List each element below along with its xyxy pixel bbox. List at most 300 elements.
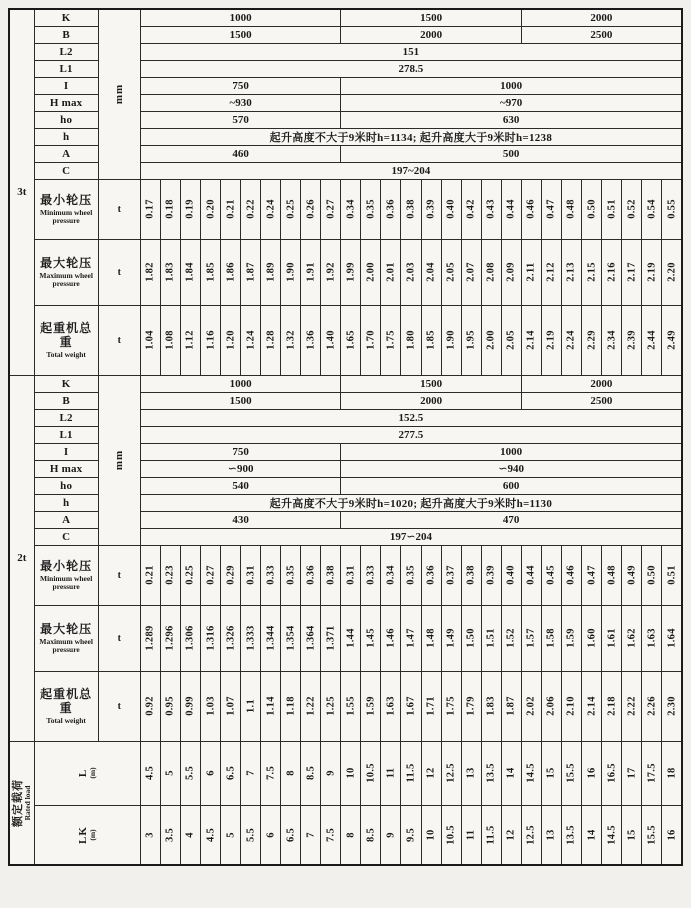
- footer-value-cell: [401, 805, 421, 865]
- pressure-value-cell-text: 1.59: [565, 628, 577, 648]
- pressure-value-cell: [541, 179, 561, 239]
- footer-value-cell-text: 7.5: [325, 827, 337, 842]
- pressure-value-cell-text: 1.83: [485, 696, 497, 716]
- pressure-value-cell-text: 2.10: [565, 696, 577, 716]
- footer-value-cell-text: 10.5: [445, 824, 457, 845]
- pressure-value-cell: [381, 179, 401, 239]
- footer-value-cell: [581, 805, 601, 865]
- dim-row-label: h: [34, 128, 98, 145]
- unit-label-t: t: [98, 305, 140, 375]
- pressure-value-cell: [241, 545, 261, 605]
- pressure-value-cell: [441, 605, 461, 671]
- pressure-value-cell-text: 2.20: [666, 262, 678, 282]
- dim-row-label: ho: [34, 111, 98, 128]
- dim-value-cell: 2000: [521, 9, 682, 26]
- pressure-value-cell-text: 1.24: [245, 330, 257, 350]
- pressure-value-cell: [401, 179, 421, 239]
- footer-value-cell: [501, 741, 521, 805]
- pressure-value-cell-text: 0.54: [646, 199, 658, 219]
- pressure-value-cell: [221, 239, 241, 305]
- pressure-value-cell: [381, 671, 401, 741]
- dim-value-cell: 起升高度不大于9米时h=1134; 起升高度大于9米时h=1238: [140, 128, 682, 145]
- pressure-value-cell: [401, 671, 421, 741]
- pressure-value-cell: [361, 179, 381, 239]
- dim-value-cell: 151: [140, 43, 682, 60]
- footer-value-cell: [321, 805, 341, 865]
- capacity-label-3t: 3t: [9, 9, 34, 375]
- pressure-value-cell: [261, 305, 281, 375]
- pressure-value-cell: [160, 179, 180, 239]
- footer-value-cell: [241, 741, 261, 805]
- pressure-label-en: Total weight: [46, 715, 86, 725]
- footer-value-cell: [341, 741, 361, 805]
- pressure-value-cell: [401, 545, 421, 605]
- pressure-value-cell-text: 1.65: [345, 330, 357, 350]
- dim-value-cell: 600: [341, 477, 682, 494]
- footer-value-cell: [401, 741, 421, 805]
- pressure-value-cell: [321, 239, 341, 305]
- pressure-value-cell: [301, 305, 321, 375]
- pressure-value-cell-text: 1.64: [666, 628, 678, 648]
- pressure-value-cell-text: 1.79: [465, 696, 477, 716]
- pressure-value-cell-text: 2.05: [505, 330, 517, 350]
- pressure-value-cell-text: 2.16: [606, 262, 618, 282]
- pressure-value-cell-text: 1.333: [245, 625, 257, 651]
- unit-label-t: t: [98, 545, 140, 605]
- pressure-value-cell-text: 1.51: [485, 628, 497, 648]
- pressure-value-cell-text: 0.44: [525, 565, 537, 585]
- pressure-value-cell: [481, 239, 501, 305]
- dim-value-cell: 540: [140, 477, 341, 494]
- pressure-value-cell-text: 2.17: [626, 262, 638, 282]
- footer-value-cell: [642, 741, 662, 805]
- footer-value-cell: [581, 741, 601, 805]
- pressure-value-cell-text: 1.75: [385, 330, 397, 350]
- pressure-value-cell-text: 2.14: [525, 330, 537, 350]
- pressure-value-cell-text: 0.92: [144, 696, 156, 716]
- footer-value-cell-text: 13: [465, 767, 477, 779]
- pressure-value-cell: [281, 605, 301, 671]
- pressure-label-en: Minimum wheel pressure: [40, 207, 93, 225]
- pressure-value-cell: [261, 671, 281, 741]
- pressure-value-cell-text: 0.36: [425, 565, 437, 585]
- pressure-value-cell-text: 0.29: [225, 565, 237, 585]
- pressure-value-cell: [341, 671, 361, 741]
- footer-row-label-LK-text: LK (m): [77, 825, 98, 844]
- pressure-value-cell-text: 0.34: [345, 199, 357, 219]
- pressure-value-cell-text: 2.19: [545, 330, 557, 350]
- pressure-value-cell-text: 1.364: [305, 625, 317, 651]
- pressure-value-cell-text: 1.55: [345, 696, 357, 716]
- pressure-value-cell: [581, 239, 601, 305]
- pressure-value-cell-text: 0.38: [405, 199, 417, 219]
- pressure-value-cell-text: 2.15: [586, 262, 597, 282]
- pressure-value-cell: [200, 305, 220, 375]
- footer-value-cell-text: 9.5: [405, 827, 417, 842]
- pressure-label-en: Maximum wheel pressure: [39, 636, 93, 654]
- footer-value-cell: [180, 805, 200, 865]
- pressure-value-cell-text: 0.47: [545, 199, 557, 219]
- footer-value-cell: [461, 741, 481, 805]
- pressure-value-cell-text: 0.33: [365, 565, 377, 585]
- footer-value-cell-text: 8.5: [365, 827, 377, 842]
- pressure-value-cell: [622, 545, 642, 605]
- pressure-value-cell: [481, 605, 501, 671]
- pressure-value-cell: [261, 605, 281, 671]
- pressure-value-cell: [341, 179, 361, 239]
- footer-value-cell-text: 15.5: [565, 763, 577, 783]
- pressure-value-cell-text: 0.33: [265, 565, 277, 585]
- footer-value-cell-text: 12: [425, 767, 437, 779]
- pressure-value-cell: [381, 605, 401, 671]
- pressure-value-cell-text: 2.03: [405, 262, 417, 282]
- dim-value-cell: 2500: [521, 26, 682, 43]
- pressure-value-cell: [421, 671, 441, 741]
- unit-label-t: t: [98, 179, 140, 239]
- pressure-value-cell-text: 1.08: [164, 330, 176, 350]
- pressure-value-cell-text: 0.31: [245, 565, 257, 585]
- pressure-label-zh: 最大轮压: [40, 255, 93, 270]
- pressure-row-label: [34, 239, 98, 305]
- pressure-value-cell: [401, 605, 421, 671]
- footer-row-label-L: [34, 741, 140, 805]
- pressure-value-cell-text: 1.95: [465, 330, 477, 350]
- footer-value-cell: [561, 805, 581, 865]
- dim-value-cell: 2000: [341, 392, 522, 409]
- pressure-value-cell-text: 1.90: [445, 330, 457, 350]
- pressure-value-cell-text: 1.28: [265, 330, 277, 350]
- pressure-value-cell: [541, 671, 561, 741]
- footer-value-cell-text: 16: [666, 829, 678, 841]
- footer-value-cell: [160, 741, 180, 805]
- dim-value-cell: 1000: [140, 375, 341, 392]
- footer-value-cell-text: 6: [265, 831, 277, 838]
- pressure-value-cell: [180, 671, 200, 741]
- pressure-value-cell: [622, 179, 642, 239]
- pressure-value-cell: [321, 305, 341, 375]
- dimension-row: [9, 375, 682, 392]
- footer-value-cell: [461, 805, 481, 865]
- footer-value-cell-text: 8: [285, 770, 297, 776]
- dim-value-cell: 2500: [521, 392, 682, 409]
- pressure-value-cell-text: 2.44: [646, 330, 658, 350]
- dim-row-label: C: [34, 162, 98, 179]
- pressure-value-cell: [441, 179, 461, 239]
- rated-load-label-text: 额定载荷 Rated load: [11, 778, 32, 827]
- pressure-value-cell-text: 1.25: [325, 696, 337, 716]
- pressure-value-cell-text: 0.47: [586, 565, 597, 585]
- pressure-value-cell: [241, 605, 261, 671]
- footer-value-cell: [481, 805, 501, 865]
- pressure-value-cell: [561, 239, 581, 305]
- footer-value-cell-text: 7: [305, 831, 317, 838]
- pressure-value-cell-text: 2.18: [606, 696, 618, 716]
- dim-value-cell: 750: [140, 443, 341, 460]
- pressure-row-label: [34, 179, 98, 239]
- dim-row-label: A: [34, 145, 98, 162]
- pressure-value-cell: [321, 545, 341, 605]
- footer-row-LK: [9, 805, 682, 865]
- footer-value-cell: [301, 805, 321, 865]
- pressure-value-cell-text: 1.326: [225, 625, 237, 651]
- pressure-value-cell: [441, 305, 461, 375]
- dim-value-cell: 278.5: [140, 60, 682, 77]
- footer-value-cell-text: 15.5: [646, 824, 658, 845]
- pressure-value-cell: [481, 545, 501, 605]
- footer-row-label-L-text: L (m): [77, 767, 98, 779]
- pressure-value-cell-text: 2.00: [365, 262, 377, 282]
- pressure-value-cell: [541, 605, 561, 671]
- footer-value-cell-text: 14.5: [606, 824, 618, 845]
- footer-value-cell: [521, 741, 541, 805]
- footer-value-cell-text: 3: [144, 831, 156, 838]
- pressure-value-cell: [581, 179, 601, 239]
- pressure-value-cell: [581, 605, 601, 671]
- min-row-3t: [9, 179, 682, 239]
- dim-value-cell: ∽940: [341, 460, 682, 477]
- pressure-value-cell: [200, 545, 220, 605]
- pressure-value-cell: [361, 239, 381, 305]
- pressure-value-cell: [662, 179, 682, 239]
- dim-value-cell: 570: [140, 111, 341, 128]
- dim-row-label: L1: [34, 426, 98, 443]
- dim-value-cell: 起升高度不大于9米时h=1020; 起升高度大于9米时h=1130: [140, 494, 682, 511]
- max-row-3t: [9, 239, 682, 305]
- dim-value-cell: 197∽204: [140, 528, 682, 545]
- pressure-value-cell: [602, 545, 622, 605]
- pressure-value-cell: [361, 545, 381, 605]
- pressure-value-cell: [602, 605, 622, 671]
- pressure-value-cell-text: 1.20: [225, 330, 237, 350]
- pressure-value-cell-text: 1.14: [265, 696, 277, 716]
- footer-value-cell-text: 5.5: [184, 765, 196, 781]
- pressure-value-cell-text: 1.58: [545, 628, 557, 648]
- footer-value-cell: [261, 805, 281, 865]
- pressure-value-cell-text: 2.24: [565, 330, 577, 350]
- unit-label-t: t: [98, 239, 140, 305]
- pressure-value-cell: [602, 179, 622, 239]
- pressure-value-cell: [541, 239, 561, 305]
- pressure-value-cell-text: 1.87: [245, 262, 257, 282]
- footer-value-cell: [221, 805, 241, 865]
- pressure-value-cell: [241, 179, 261, 239]
- pressure-value-cell-text: 1.12: [184, 330, 196, 350]
- dim-value-cell: 1500: [341, 375, 522, 392]
- pressure-value-cell-text: 1.60: [586, 628, 597, 648]
- pressure-label-zh: 最小轮压: [40, 558, 93, 573]
- footer-value-cell-text: 5: [225, 831, 237, 838]
- pressure-value-cell: [622, 671, 642, 741]
- pressure-value-cell: [281, 671, 301, 741]
- pressure-value-cell-text: 2.12: [545, 262, 557, 282]
- pressure-value-cell: [642, 671, 662, 741]
- dim-row-label: A: [34, 511, 98, 528]
- spec-table: [8, 8, 683, 866]
- pressure-value-cell: [662, 305, 682, 375]
- footer-value-cell-text: 12.5: [445, 763, 457, 783]
- footer-value-cell-text: 4.5: [144, 765, 156, 781]
- dim-value-cell: 1500: [140, 26, 341, 43]
- pressure-value-cell: [361, 671, 381, 741]
- pressure-value-cell: [261, 545, 281, 605]
- pressure-value-cell: [662, 605, 682, 671]
- pressure-value-cell: [180, 179, 200, 239]
- footer-value-cell: [521, 805, 541, 865]
- pressure-value-cell-text: 1.63: [385, 696, 397, 716]
- dim-row-label: I: [34, 443, 98, 460]
- pressure-value-cell-text: 1.354: [285, 625, 297, 651]
- dim-value-cell: 277.5: [140, 426, 682, 443]
- pressure-value-cell: [140, 545, 160, 605]
- dim-row-label: L2: [34, 409, 98, 426]
- footer-value-cell: [441, 741, 461, 805]
- pressure-value-cell-text: 2.30: [666, 696, 678, 716]
- unit-label-t: t: [98, 671, 140, 741]
- pressure-value-cell-text: 2.14: [586, 696, 597, 716]
- pressure-value-cell-text: 0.46: [525, 199, 537, 219]
- pressure-value-cell: [421, 305, 441, 375]
- footer-value-cell: [622, 741, 642, 805]
- pressure-value-cell-text: 2.34: [606, 330, 618, 350]
- pressure-value-cell-text: 1.71: [425, 696, 437, 716]
- pressure-value-cell-text: 1.63: [646, 628, 658, 648]
- pressure-value-cell: [301, 545, 321, 605]
- pressure-value-cell-text: 2.22: [626, 696, 638, 716]
- footer-value-cell: [501, 805, 521, 865]
- pressure-value-cell-text: 0.19: [184, 199, 196, 219]
- dimension-row: [9, 9, 682, 26]
- footer-value-cell-text: 13.5: [565, 824, 577, 845]
- dim-value-cell: 430: [140, 511, 341, 528]
- footer-row-L: [9, 741, 682, 805]
- pressure-label-en: Minimum wheel pressure: [40, 573, 93, 591]
- footer-value-cell: [261, 741, 281, 805]
- pressure-value-cell-text: 2.29: [586, 330, 597, 350]
- pressure-value-cell-text: 0.20: [205, 199, 216, 219]
- pressure-value-cell-text: 0.35: [285, 565, 297, 585]
- pressure-value-cell-text: 1.306: [184, 625, 196, 651]
- pressure-value-cell: [140, 305, 160, 375]
- pressure-value-cell-text: 2.26: [646, 696, 658, 716]
- pressure-value-cell: [301, 605, 321, 671]
- pressure-value-cell-text: 2.08: [485, 262, 497, 282]
- pressure-value-cell: [602, 305, 622, 375]
- pressure-value-cell-text: 1.03: [205, 696, 216, 716]
- pressure-value-cell: [261, 239, 281, 305]
- pressure-value-cell-text: 2.04: [425, 262, 437, 282]
- pressure-value-cell-text: 1.59: [365, 696, 377, 716]
- pressure-value-cell-text: 1.80: [405, 330, 417, 350]
- pressure-value-cell: [221, 605, 241, 671]
- dim-row-label: I: [34, 77, 98, 94]
- footer-value-cell-text: 17: [626, 767, 638, 779]
- pressure-value-cell: [221, 671, 241, 741]
- dim-row-label: H max: [34, 460, 98, 477]
- pressure-value-cell-text: 1.371: [325, 625, 337, 651]
- footer-value-cell: [541, 805, 561, 865]
- pressure-value-cell: [642, 239, 662, 305]
- pressure-value-cell-text: 2.00: [485, 330, 497, 350]
- pressure-value-cell: [662, 239, 682, 305]
- pressure-value-cell: [642, 305, 662, 375]
- pressure-value-cell-text: 0.27: [325, 199, 337, 219]
- pressure-value-cell-text: 0.42: [465, 199, 477, 219]
- total-row-3t: [9, 305, 682, 375]
- footer-value-cell-text: 6: [205, 770, 216, 776]
- pressure-value-cell-text: 0.43: [485, 199, 497, 219]
- pressure-value-cell: [281, 545, 301, 605]
- pressure-value-cell-text: 0.31: [345, 565, 357, 585]
- footer-value-cell: [160, 805, 180, 865]
- pressure-value-cell: [662, 545, 682, 605]
- pressure-value-cell-text: 2.13: [565, 262, 577, 282]
- pressure-value-cell-text: 0.35: [405, 565, 417, 585]
- pressure-value-cell: [441, 545, 461, 605]
- footer-value-cell: [642, 805, 662, 865]
- pressure-value-cell-text: 2.01: [385, 262, 397, 282]
- pressure-value-cell-text: 0.40: [445, 199, 457, 219]
- footer-value-cell-text: 5.5: [245, 827, 257, 842]
- pressure-value-cell-text: 0.17: [144, 199, 156, 219]
- pressure-value-cell-text: 0.39: [425, 199, 437, 219]
- footer-value-cell: [561, 741, 581, 805]
- footer-value-cell-text: 3.5: [164, 827, 176, 842]
- min-row-2t: [9, 545, 682, 605]
- footer-value-cell-text: 16.5: [606, 763, 618, 783]
- pressure-label-zh: 最大轮压: [40, 621, 93, 636]
- pressure-value-cell: [361, 605, 381, 671]
- pressure-value-cell-text: 1.62: [626, 628, 638, 648]
- dim-value-cell: 460: [140, 145, 341, 162]
- pressure-value-cell-text: 1.87: [505, 696, 517, 716]
- footer-value-cell-text: 11.5: [485, 825, 497, 845]
- pressure-value-cell: [581, 671, 601, 741]
- pressure-value-cell-text: 2.02: [525, 696, 537, 716]
- pressure-value-cell: [140, 239, 160, 305]
- pressure-value-cell-text: 1.49: [445, 628, 457, 648]
- pressure-value-cell: [301, 179, 321, 239]
- pressure-value-cell: [160, 545, 180, 605]
- pressure-value-cell-text: 0.21: [144, 565, 156, 585]
- pressure-value-cell: [160, 671, 180, 741]
- footer-value-cell-text: 15: [626, 829, 638, 841]
- pressure-value-cell-text: 2.05: [445, 262, 457, 282]
- footer-value-cell-text: 16: [586, 767, 597, 779]
- pressure-value-cell-text: 1.99: [345, 262, 357, 282]
- pressure-value-cell-text: 1.84: [184, 262, 196, 282]
- pressure-value-cell-text: 1.289: [144, 625, 156, 651]
- pressure-value-cell-text: 1.16: [205, 330, 216, 350]
- pressure-value-cell-text: 1.36: [305, 330, 317, 350]
- pressure-value-cell: [521, 605, 541, 671]
- pressure-value-cell-text: 0.18: [164, 199, 176, 219]
- pressure-value-cell: [241, 239, 261, 305]
- dim-value-cell: ~930: [140, 94, 341, 111]
- pressure-value-cell: [501, 305, 521, 375]
- pressure-value-cell: [341, 239, 361, 305]
- pressure-value-cell: [521, 239, 541, 305]
- pressure-row-label: [34, 605, 98, 671]
- pressure-value-cell: [441, 239, 461, 305]
- pressure-value-cell-text: 2.09: [505, 262, 517, 282]
- pressure-value-cell: [140, 605, 160, 671]
- footer-row-label-LK: [34, 805, 140, 865]
- pressure-value-cell: [501, 179, 521, 239]
- pressure-value-cell: [501, 239, 521, 305]
- dim-value-cell: 1500: [140, 392, 341, 409]
- pressure-value-cell-text: 1.89: [265, 262, 277, 282]
- pressure-label-zh: 最小轮压: [40, 192, 93, 207]
